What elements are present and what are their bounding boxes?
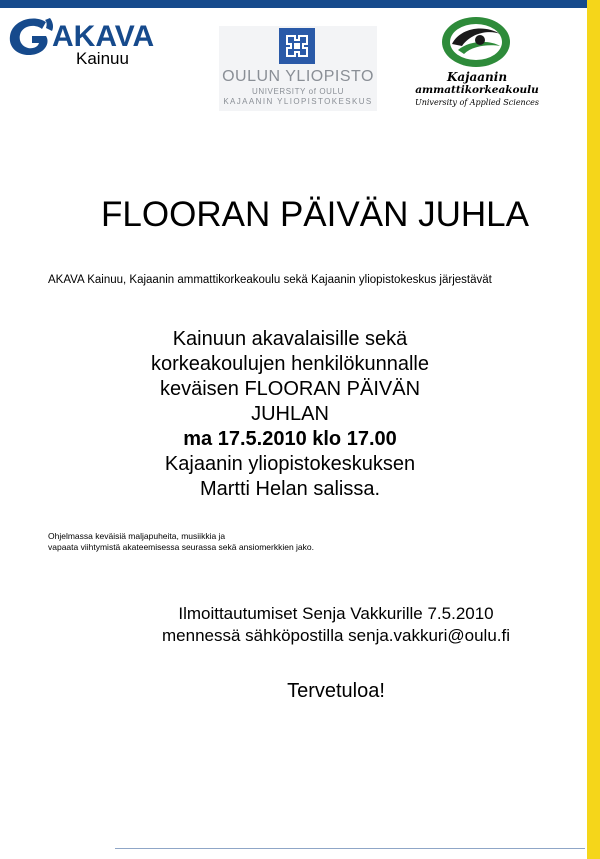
kamk-emblem-icon — [438, 14, 514, 70]
invitation-line: korkeakoulujen henkilökunnalle — [151, 353, 429, 375]
registration-line: Ilmoittautumiset Senja Vakkurille 7.5.2010 — [178, 604, 494, 623]
registration-line: mennessä sähköpostilla senja.vakkuri@oulu.fi — [162, 626, 510, 645]
akava-subtitle: Kainuu — [76, 49, 129, 68]
side-accent-bar — [587, 0, 600, 859]
invitation-line: Martti Helan salissa. — [199, 478, 381, 500]
registration-text — [150, 603, 522, 647]
oulu-name: OULUN YLIOPISTO — [222, 68, 374, 85]
program-text — [48, 531, 314, 553]
invitation-line: keväisen FLOORAN PÄIVÄN JUHLAN — [159, 378, 421, 425]
akava-swirl-icon — [6, 16, 56, 58]
program-line: vapaata viihtymistä akateemisessa seurassa sekä ansiomerkkien jako. — [48, 542, 314, 552]
kamk-name-line2: ammattikorkeakoulu — [415, 84, 539, 96]
organizers-text: AKAVA Kainuu, Kajaanin ammattikorkeakoulu sekä Kajaanin yliopistokeskus järjestävät — [48, 274, 492, 286]
bottom-divider — [115, 848, 585, 849]
oulu-name-en: UNIVERSITY of OULU — [251, 87, 344, 96]
oulu-puzzle-icon — [279, 28, 315, 64]
program-line: Ohjelmassa keväisiä maljapuheita, musiikkia ja — [48, 531, 226, 541]
welcome-text: Tervetuloa! — [287, 680, 385, 702]
invitation-block — [120, 327, 460, 502]
akava-logo — [6, 14, 176, 69]
kamk-name-line1: Kajaanin — [446, 70, 508, 84]
akava-name: AKAVA — [52, 20, 155, 53]
kamk-subtitle: University of Applied Sciences — [414, 98, 540, 107]
event-date: ma 17.5.2010 klo 17.00 — [183, 428, 397, 450]
top-accent-bar — [0, 0, 600, 8]
page-title: FLOORAN PÄIVÄN JUHLA — [101, 195, 529, 234]
kamk-logo — [412, 14, 542, 114]
oulu-unit: KAJAANIN YLIOPISTOKESKUS — [223, 97, 373, 106]
invitation-line: Kainuun akavalaisille sekä — [172, 328, 408, 350]
invitation-line: Kajaanin yliopistokeskuksen — [164, 453, 416, 475]
oulu-logo — [219, 26, 377, 111]
